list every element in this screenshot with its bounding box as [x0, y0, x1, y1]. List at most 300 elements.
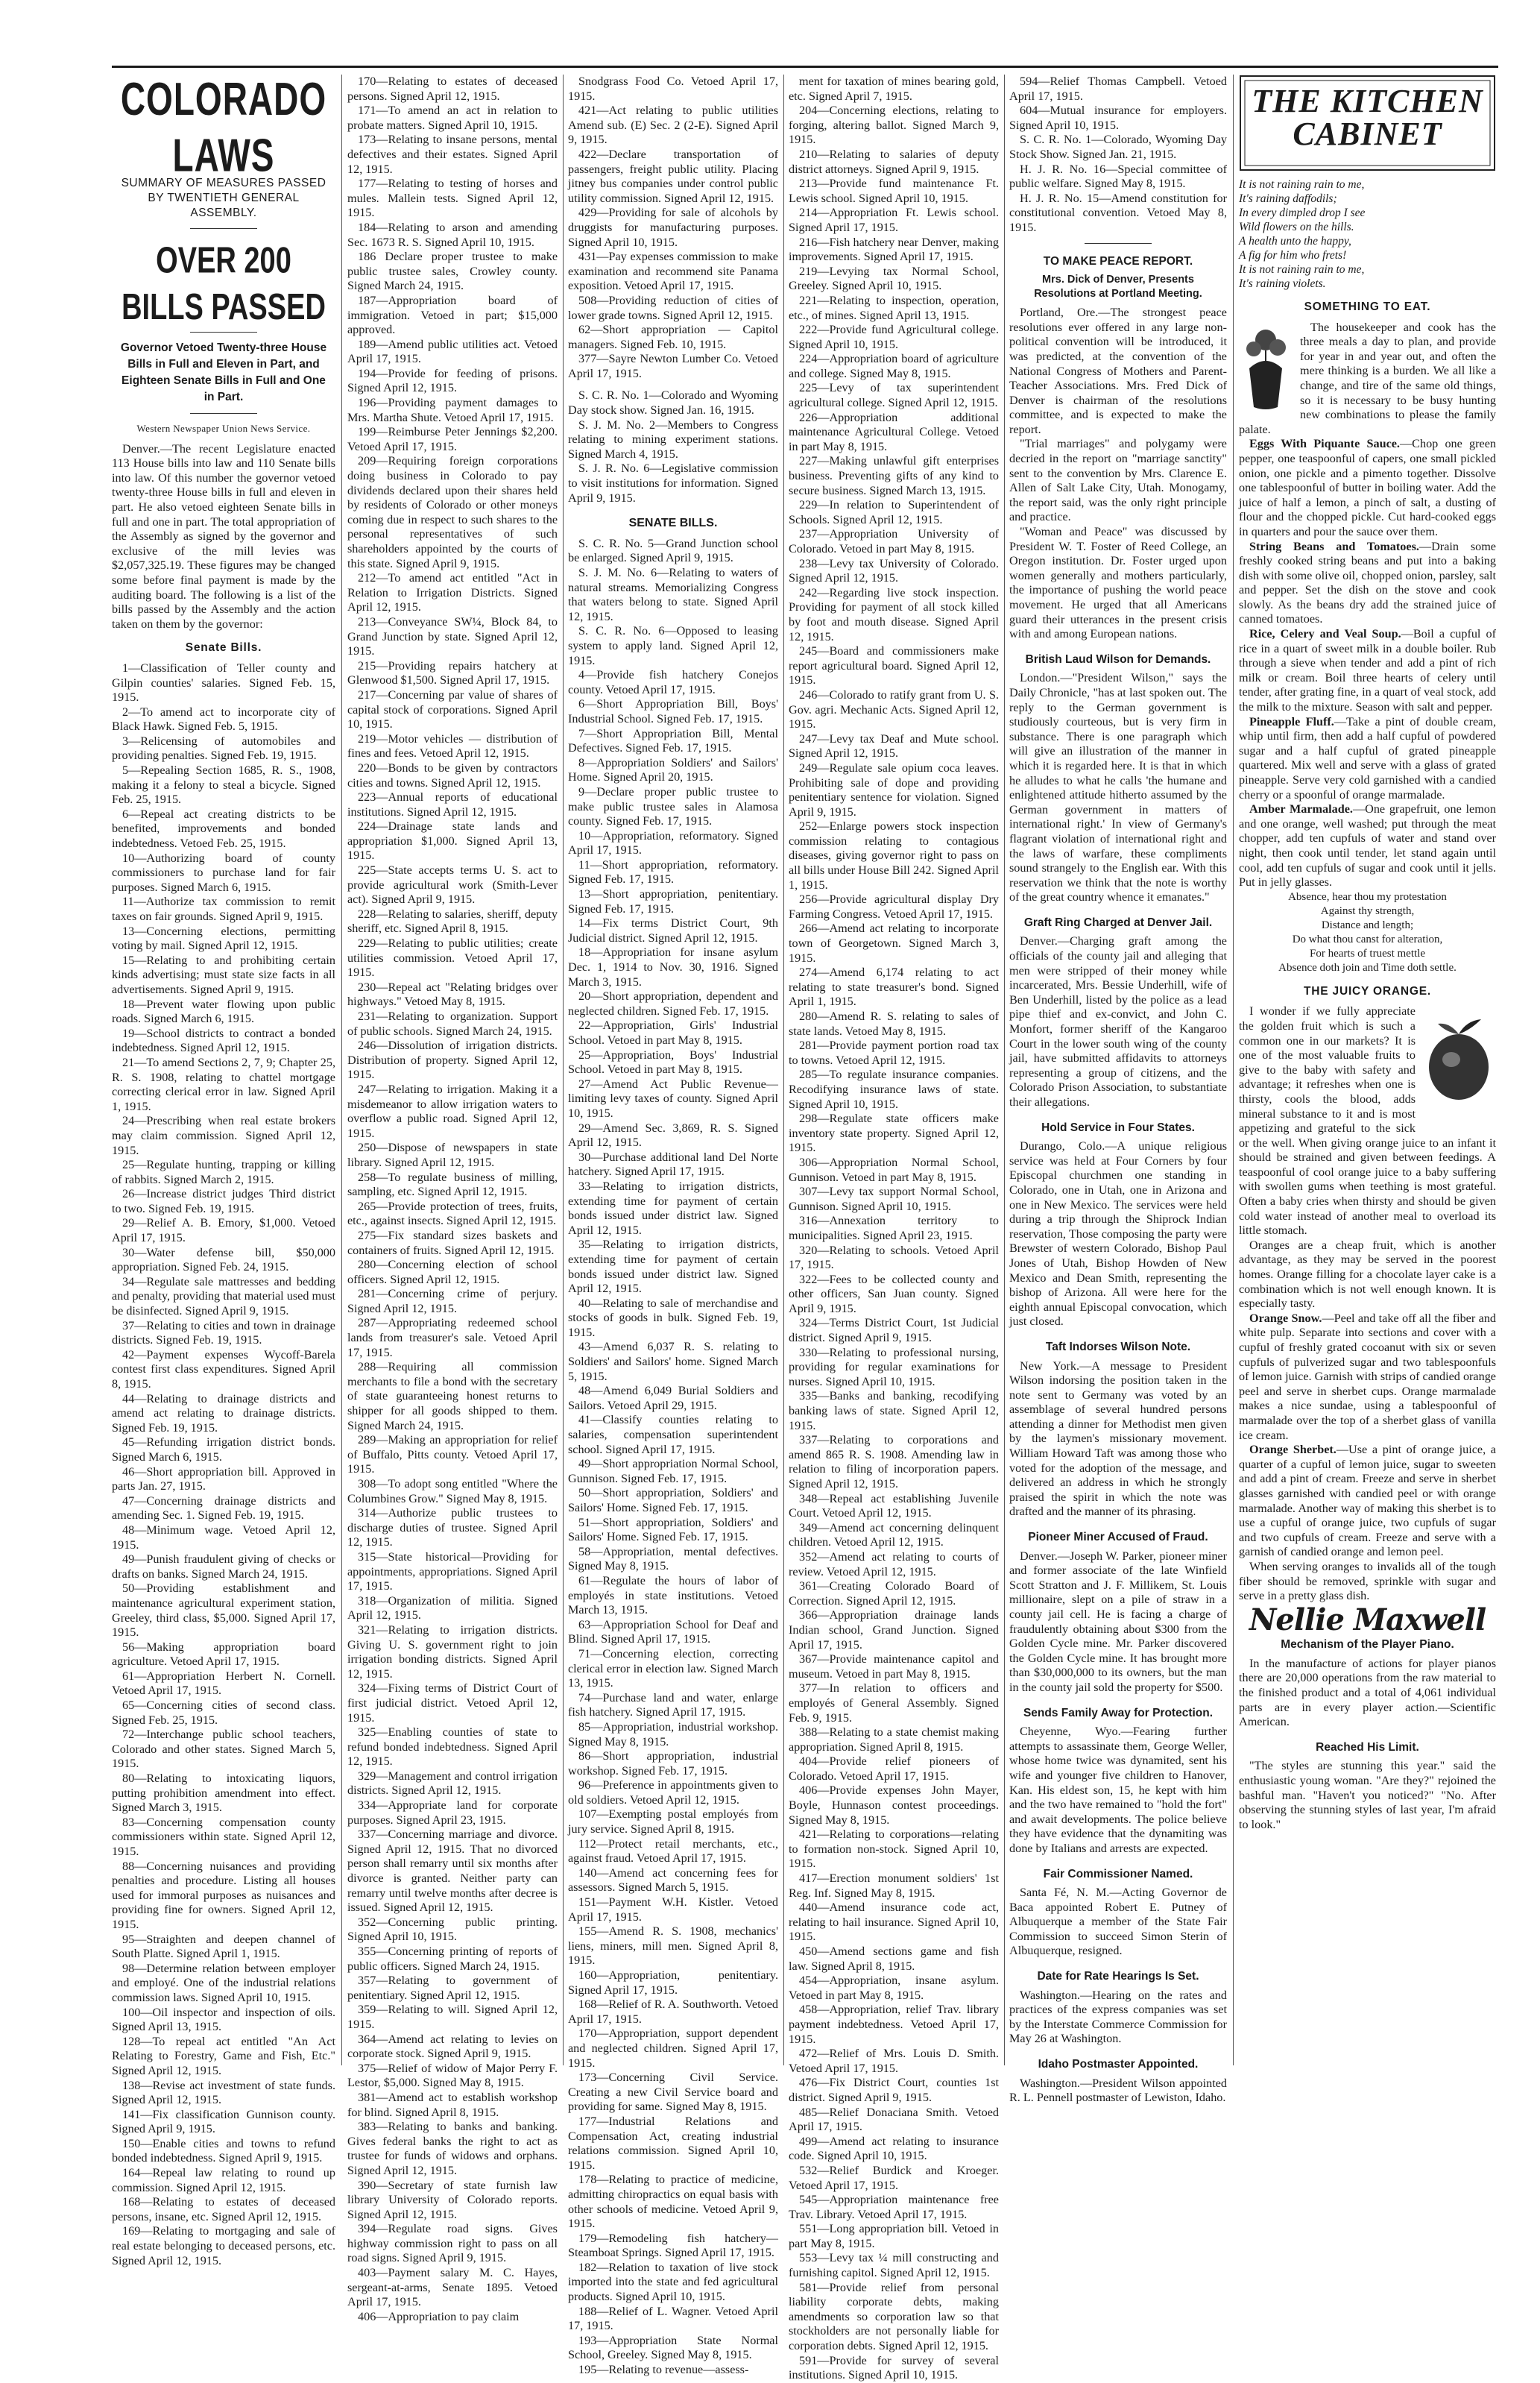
bill-entry: 307—Levy tax support Normal School, Gunnison. Signed April 10, 1915.: [789, 1185, 999, 1213]
bill-entry: S. C. R. No. 5—Grand Junction school be enlarged. Signed April 9, 1915.: [568, 536, 778, 565]
bill-entry: 213—Conveyance SW¼, Block 84, to Grand Junction by state. Signed April 12, 1915.: [347, 614, 558, 658]
recipe-title: Orange Sherbet.: [1249, 1443, 1337, 1457]
poem-line: For hearts of truest mettle: [1310, 947, 1425, 960]
resolution-entry: S. C. R. No. 1—Colorado and Wyoming Day stock show. Signed Jan. 16, 1915.: [568, 388, 778, 418]
poem-line: A health unto the happy,: [1239, 235, 1351, 248]
bill-entry: 247—Levy tax Deaf and Mute school. Signed April 12, 1915.: [789, 731, 999, 761]
bill-entry: 219—Levying tax Normal School, Greeley. Signed April 10, 1915.: [789, 264, 999, 293]
bill-entry: 431—Pay expenses commission to make examination and recommend site Panama exposition. Vetoed April 17, 1915.: [568, 250, 778, 293]
bill-entry: 440—Amend insurance code act, relating to hail insurance. Signed April 10, 1915.: [789, 1901, 999, 1944]
bill-entry: 107—Exempting postal employés from jury service. Signed April 8, 1915.: [568, 1807, 778, 1836]
bill-entry: 228—Relating to salaries, sheriff, deputy sheriff, etc. Signed April 8, 1915.: [347, 907, 558, 936]
headline-bills-passed: OVER 200 BILLS PASSED: [122, 240, 326, 328]
bill-entry: 50—Short appropriation, Soldiers' and Sailors' Home. Signed Feb. 17, 1915.: [568, 1486, 778, 1514]
column-3: [568, 75, 778, 2377]
recipe-title: Amber Marmalade.: [1249, 802, 1353, 816]
resolution-entry: S. C. R. No. 1—Colorado, Wyoming Day Stock Show. Signed Jan. 21, 1915.: [1009, 133, 1227, 161]
section-heading: THE JUICY ORANGE.: [1304, 984, 1431, 998]
bill-entry: 141—Fix classification Gunnison county. Signed April 9, 1915.: [112, 2107, 335, 2136]
story-body: When serving oranges to invalids all of the tough fiber should be removed, sprinkle with sugar and serve in a pretty glass dish.: [1239, 1559, 1496, 1603]
poem-line: Do what thou canst for alteration,: [1292, 933, 1443, 945]
bill-entry: 231—Relating to organization. Support of public schools. Signed March 24, 1915.: [347, 1010, 558, 1038]
bill-entry: 63—Appropriation School for Deaf and Blind. Signed April 17, 1915.: [568, 1617, 778, 1646]
resolution-entry: S. J. M. No. 2—Members to Congress relating to mining experiment stations. Signed March 4, 1915.: [568, 418, 778, 461]
bill-entry: 508—Providing reduction of cities of lower grade towns. Signed April 12, 1915.: [568, 293, 778, 322]
bill-entry: 545—Appropriation maintenance free Trav. Library. Vetoed April 17, 1915.: [789, 2193, 999, 2221]
recipe-title: Eggs With Piquante Sauce.: [1249, 437, 1400, 451]
bill-entry: 245—Board and commissioners make report agricultural board. Signed April 12, 1915.: [789, 644, 999, 687]
kitchen-cabinet-logo: [1239, 75, 1496, 171]
bill-entry: 349—Amend act concerning delinquent children. Vetoed April 12, 1915.: [789, 1520, 999, 1549]
story-body: In the manufacture of actions for player pianos there are 20,000 operations from the raw material to the finished product and a total of 4,061 individual parts are in every player action.—Scientific American.: [1239, 1656, 1496, 1729]
bill-entry: 406—Provide expenses John Mayer, Boyle, Hunnason contest proceedings. Signed May 8, 1915.: [789, 1784, 999, 1827]
column-rule-1: [341, 75, 342, 2065]
news-credit: Western Newspaper Union News Service.: [136, 423, 311, 434]
bill-entry: 65—Concerning cities of second class. Signed Feb. 25, 1915.: [112, 1699, 335, 1727]
bill-entry: 170—Relating to estates of deceased persons. Signed April 12, 1915.: [347, 75, 558, 103]
bill-entry: 168—Relief of R. A. Southworth. Vetoed April 17, 1915.: [568, 1998, 778, 2026]
bill-entry: 49—Punish fraudulent giving of checks or drafts on banks. Signed March 24, 1915.: [112, 1552, 335, 1581]
bill-list: [568, 75, 778, 381]
bill-entry: 375—Relief of widow of Major Perry F. Lestor, $5,000. Signed May 8, 1915.: [347, 2061, 558, 2090]
bill-entry: 214—Appropriation Ft. Lewis school. Signed April 17, 1915.: [789, 206, 999, 234]
bill-entry: 8—Appropriation Soldiers' and Sailors' Home. Signed April 20, 1915.: [568, 755, 778, 784]
bill-entry: 33—Relating to irrigation districts, extending time for payment of certain bonds issued under district law. Signed April 12, 1915.: [568, 1179, 778, 1237]
resolution-entry: S. J. R. No. 6—Legislative commission to visit institutions for information. Signed April 9, 1915.: [568, 462, 778, 505]
poem: [1239, 890, 1496, 975]
bill-entry: 138—Revise act investment of state funds. Signed April 12, 1915.: [112, 2078, 335, 2107]
bill-entry: 476—Fix District Court, counties 1st district. Signed April 9, 1915.: [789, 2076, 999, 2104]
bill-entry: 48—Minimum wage. Vetoed April 12, 1915.: [112, 1523, 335, 1552]
bill-entry: 485—Relief Donaciana Smith. Vetoed April 17, 1915.: [789, 2105, 999, 2134]
poem-line: Absence, hear thou my protestation: [1288, 890, 1447, 903]
bill-entry: 83—Concerning compensation county commissioners within state. Signed April 12, 1915.: [112, 1815, 335, 1858]
bill-entry: 237—Appropriation University of Colorado. Vetoed in part May 8, 1915.: [789, 527, 999, 555]
bill-entry: 357—Relating to government of penitentiary. Signed April 12, 1915.: [347, 1974, 558, 2002]
bill-entry: 316—Annexation territory to municipalities. Signed April 23, 1915.: [789, 1214, 999, 1242]
bill-entry: 242—Regarding live stock inspection. Providing for payment of all stock killed by foot and mouth disease. Signed April 12, 1915.: [789, 585, 999, 643]
bill-entry: 25—Regulate hunting, trapping or killing of rabbits. Signed March 2, 1915.: [112, 1158, 335, 1186]
bill-entry: 285—To regulate insurance companies. Recodifying insurance laws of state. Signed April 10, 1915.: [789, 1068, 999, 1111]
bill-entry: 352—Amend act relating to courts of review. Vetoed April 12, 1915.: [789, 1549, 999, 1578]
bill-entry: 472—Relief of Mrs. Louis D. Smith. Vetoed April 17, 1915.: [789, 2047, 999, 2075]
resolution-entry: 604—Mutual insurance for employers. Signed April 10, 1915.: [1009, 104, 1227, 132]
bill-entry: 10—Appropriation, reformatory. Signed April 17, 1915.: [568, 828, 778, 857]
bill-entry: 335—Banks and banking, recodifying banking laws of state. Signed April 12, 1915.: [789, 1389, 999, 1432]
bill-entry: 390—Secretary of state furnish law library University of Colorado reports. Signed April 12, 1915.: [347, 2178, 558, 2221]
bill-entry: 247—Relating to irrigation. Making it a misdemeanor to allow irrigation waters to overflow a public road. Signed April 12, 1915.: [347, 1082, 558, 1140]
bill-entry: 5—Repealing Section 1685, R. S., 1908, making it a felony to steal a bicycle. Signed Feb. 25, 1915.: [112, 764, 335, 807]
bill-entry: 581—Provide relief from personal liability corporate debts, making amendments so corporation law so that stockholders are not personally liable for corporation debts. Signed April 12, 1915.: [789, 2280, 999, 2353]
story-body: Durango, Colo.—A unique religious service was held at Four Corners by four Episcopal churchmen one standing in Colorado, one in Utah, one in Arizona and one in New Mexico. The services were held during a trip through the Shiprock Indian reservation, Those composing the party were Brewster of western Colorado, Bishop Paul Jones of Utah, Bishop Howden of New Mexico and Dean Smith, representing the bishop of Arizona. All were here for the eighth annual Episcopal convocation, which just closed.: [1009, 1139, 1227, 1329]
bill-entry: 551—Long appropriation bill. Vetoed in part May 8, 1915.: [789, 2222, 999, 2250]
bill-entry: 34—Regulate sale mattresses and bedding and penalty, providing that material used must be disinfected. Signed April 9, 1915.: [112, 1274, 335, 1318]
bill-entry: 27—Amend Act Public Revenue—limiting levy taxes of county. Signed April 10, 1915.: [568, 1077, 778, 1120]
bill-entry: 26—Increase district judges Third district to two. Signed Feb. 19, 1915.: [112, 1187, 335, 1215]
poem-line: It's raining violets.: [1239, 277, 1326, 290]
bill-entry: 169—Relating to mortgaging and sale of real estate belonging to deceased persons, etc. Signed April 12, 1915.: [112, 2224, 335, 2267]
bill-entry: 324—Fixing terms of District Court of first judicial district. Vetoed April 12, 1915.: [347, 1681, 558, 1725]
bill-entry: 100—Oil inspector and inspection of oils. Signed April 13, 1915.: [112, 2005, 335, 2034]
bill-entry: 322—Fees to be collected county and other officers, San Juan county. Signed April 9, 1915.: [789, 1272, 999, 1315]
bill-entry: 6—Short Appropriation Bill, Boys' Industrial School. Signed Feb. 17, 1915.: [568, 697, 778, 725]
bill-entry: 85—Appropriation, industrial workshop. Signed May 8, 1915.: [568, 1719, 778, 1748]
bill-entry: 318—Organization of militia. Signed April 12, 1915.: [347, 1593, 558, 1622]
column-4: [789, 75, 999, 2382]
bill-entry: 30—Purchase additional land Del Norte hatchery. Signed April 17, 1915.: [568, 1150, 778, 1179]
bill-entry: 224—Drainage state lands and appropriation $1,000. Signed April 13, 1915.: [347, 819, 558, 863]
bill-entry: 223—Annual reports of educational institutions. Signed April 12, 1915.: [347, 790, 558, 819]
recipe: [1239, 715, 1496, 803]
bill-entry: 112—Protect retail merchants, etc., against fraud. Vetoed April 17, 1915.: [568, 1836, 778, 1866]
recipe-body: —Take a pint of double cream, whip until firm, then add a half cupful of powdered sugar and a half cupful of grated pineapple quartered. Mix well and serve with a glass of grated pineapple. Serve very cold garnished with a candied cherry or a spoonful of orange marmalade.: [1239, 714, 1496, 802]
column-rule-4: [1004, 75, 1005, 2065]
bill-entry: 48—Amend 6,049 Burial Soldiers and Sailors. Vetoed April 29, 1915.: [568, 1384, 778, 1412]
bill-entry: 140—Amend act concerning fees for assessors. Signed March 5, 1915.: [568, 1866, 778, 1895]
section-heading: SOMETHING TO EAT.: [1304, 300, 1431, 313]
bill-entry: 306—Appropriation Normal School, Gunnison. Vetoed in part May 8, 1915.: [789, 1155, 999, 1184]
recipe-title: Rice, Celery and Veal Soup.: [1249, 627, 1401, 641]
story-heading: Mechanism of the Player Piano.: [1281, 1638, 1454, 1652]
bill-entry: 220—Bonds to be given by contractors cities and towns. Signed April 12, 1915.: [347, 761, 558, 790]
bill-entry: 383—Relating to banks and banking. Gives federal banks the right to act as trustee for funds of widows and orphans. Signed April 12, 1915.: [347, 2120, 558, 2177]
bill-entry: 20—Short appropriation, dependent and neglected children. Signed Feb. 17, 1915.: [568, 989, 778, 1018]
recipe-body: —Drain some freshly cooked string beans and put into a baking dish with some olive oil, chopped onion, parsley, salt and pepper. Set the dish on the stove and cook slowly. As the beans dry add the strained juice of canned tomatoes.: [1239, 539, 1496, 626]
headline-colorado-laws: COLORADO LAWS: [120, 72, 327, 181]
bill-entry: 298—Regulate state officers make inventory state property. Signed April 12, 1915.: [789, 1112, 999, 1155]
section-heading-senate-bills: SENATE BILLS.: [628, 517, 718, 530]
bill-entry: 421—Act relating to public utilities Amend sub. (E) Sec. 2 (2-E). Signed April 9, 1915.: [568, 104, 778, 147]
story-body: London.—"President Wilson," says the Daily Chronicle, "has at last spoken out. The reply to the German government is studiously courteous, but is very firm in substance. There is one paragraph which will give an illustration of the manner in which it is regarded here. It is that in which he alludes to what he calls 'the humane and enlightened attitude hitherto assumed by the German government in matters of international right.' In view of Germany's flagrant violation of international right and the laws of warfare, these compliments sound strangely to the English ear. With this reservation we think that the note is worthy of the great country whence it emanates.": [1009, 671, 1227, 904]
story-body: "The styles are stunning this year." said the enthusiastic young woman. "Are they?" rejoined the bashful man. "Haven't you noticed?" "No. After observing the stunning styles of last year, I'm afraid to look.": [1239, 1759, 1496, 1831]
resolution-entry: H. J. R. No. 15—Amend constitution for constitutional convention. Vetoed May 8, 1915.: [1009, 191, 1227, 234]
section-heading-senate-bills: Senate Bills.: [185, 641, 262, 655]
poem-line: Distance and length;: [1321, 919, 1414, 931]
story-paragraph: "Woman and Peace" was discussed by President W. T. Foster of Reed College, an Oregon institution. Dr. Foster urged upon women generally and mothers particularly, the importance of pushing the world peace movement. He urged that all Americans guard their utterances in the present crisis with and among European nations.: [1009, 525, 1227, 641]
bill-entry: 324—Terms District Court, 1st Judicial district. Signed April 9, 1915.: [789, 1316, 999, 1345]
bill-entry: 394—Regulate road signs. Gives highway commission right to pass on all road signs. Signed April 9, 1915.: [347, 2222, 558, 2265]
article-intro: The housekeeper and cook has the three meals a day to plan, and provide for year in and year out, and often the mere thinking is a burden. We all like a change, and tire of the same old things, so it is necessary to be busy hunting new combinations to please the family palate.: [1239, 320, 1496, 436]
bill-entry: 429—Providing for sale of alcohols by druggists for manufacturing purposes. Signed April 10, 1915.: [568, 206, 778, 249]
bill-entry: 196—Providing payment damages to Mrs. Martha Shute. Vetoed April 17, 1915.: [347, 396, 558, 424]
bill-entry: 337—Concerning marriage and divorce. Signed April 12, 1915. That no divorced person shall remarry until six months after divorce is granted. Neither party can remarry until twelve months after decree is issued. Signed April 12, 1915.: [347, 1828, 558, 1915]
divider: [190, 332, 257, 333]
bill-entry: 35—Relating to irrigation districts, extending time for payment of certain bonds issued under district law. Signed April 12, 1915.: [568, 1238, 778, 1296]
bill-entry: 330—Relating to professional nursing, providing for regular examinations for nurses. Signed April 10, 1915.: [789, 1345, 999, 1388]
bill-entry: 258—To regulate business of milling, sampling, etc. Signed April 12, 1915.: [347, 1170, 558, 1199]
bill-entry: 417—Erection monument soldiers' 1st Reg. Inf. Signed May 8, 1915.: [789, 1872, 999, 1900]
bill-entry: 187—Appropriation board of immigration. Vetoed in part; $15,000 approved.: [347, 293, 558, 337]
bill-entry: 25—Appropriation, Boys' Industrial School. Vetoed in part May 8, 1915.: [568, 1048, 778, 1077]
column-1: [112, 72, 335, 2267]
bill-entry: 217—Concerning par value of shares of capital stock of corporations. Signed April 10, 1915.: [347, 687, 558, 731]
bill-entry: 188—Relief of L. Wagner. Vetoed April 17, 1915.: [568, 2304, 778, 2333]
bill-entry: 19—School districts to contract a bonded indebtedness. Signed April 12, 1915.: [112, 1026, 335, 1055]
bill-entry: 13—Short appropriation, penitentiary. Signed Feb. 17, 1915.: [568, 887, 778, 916]
bill-entry: 24—Prescribing when real estate brokers may claim commission. Signed April 12, 1915.: [112, 1114, 335, 1157]
bill-entry: Snodgrass Food Co. Vetoed April 17, 1915.: [568, 75, 778, 103]
bill-entry: 186 Declare proper trustee to make public trustee sales, Crowley county. Signed March 24, 1915.: [347, 250, 558, 293]
bill-entry: 287—Appropriating redeemed school lands from treasurer's sale. Vetoed April 17, 1915.: [347, 1316, 558, 1359]
recipe: [1239, 437, 1496, 539]
bill-entry: 30—Water defense bill, $50,000 appropriation. Signed Feb. 24, 1915.: [112, 1245, 335, 1274]
poem-line: It is not raining rain to me,: [1239, 178, 1365, 191]
bill-entry: 226—Appropriation additional maintenance Agricultural College. Vetoed in part May 8, 1915.: [789, 410, 999, 453]
story-paragraph: Portland, Ore.—The strongest peace resolutions ever offered in any large non-political convention will be introduced, it was predicted, at the convention of the National Congress of Mothers and Parent-Teacher Associations. Mrs. Fred Dick of Denver is chairman of the resolutions committee, and is expected to make the report.: [1009, 306, 1227, 436]
bill-entry: 320—Relating to schools. Vetoed April 17, 1915.: [789, 1243, 999, 1272]
poem: [1239, 177, 1496, 291]
bill-entry: 29—Relief A. B. Emory, $1,000. Vetoed April 17, 1915.: [112, 1216, 335, 1245]
bill-entry: 225—State accepts terms U. S. act to provide agricultural work (Smith-Lever act). Signed April 9, 1915.: [347, 863, 558, 907]
bill-entry: 177—Industrial Relations and Compensation Act, creating industrial relations commission. Signed April 10, 1915.: [568, 2114, 778, 2172]
story-heading: Hold Service in Four States.: [1041, 1121, 1195, 1134]
recipe-title: Pineapple Fluff.: [1249, 714, 1334, 728]
bill-entry: 15—Relating to and prohibiting certain kinds advertising; must state size facts in all advertisements. Signed April 9, 1915.: [112, 953, 335, 996]
bill-entry: 246—Dissolution of irrigation districts. Distribution of property. Signed April 12, 1915.: [347, 1039, 558, 1082]
bill-entry: 381—Amend act to establish workshop for blind. Signed April 8, 1915.: [347, 2090, 558, 2119]
bill-entry: 6—Repeal act creating districts to be benefited, improvements and bonded indebtedness. Vetoed Feb. 25, 1915.: [112, 807, 335, 851]
bill-entry: 21—To amend Sections 2, 7, 9; Chapter 25, R. S. 1908, relating to chattel mortgage correcting clerical error in law. Signed April 1, 1915.: [112, 1055, 335, 1113]
story-body: [1009, 306, 1227, 642]
bill-entry: 14—Fix terms District Court, 9th Judicial district. Signed April 12, 1915.: [568, 916, 778, 945]
bill-entry: 18—Appropriation for insane asylum Dec. 1, 1914 to Nov. 30, 1916. Signed March 3, 1915.: [568, 945, 778, 989]
bill-entry: 72—Interchange public school teachers, Colorado and other states. Signed March 5, 1915.: [112, 1728, 335, 1771]
bill-entry: 280—Amend R. S. relating to sales of state lands. Vetoed May 8, 1915.: [789, 1010, 999, 1038]
bill-list: [568, 537, 778, 2378]
bill-entry: 280—Concerning election of school officers. Signed April 12, 1915.: [347, 1258, 558, 1286]
story-paragraph: I wonder if we fully appreciate the golden fruit which is such a common one in our markets? It is one of the most valuable fruits to give to the baby with safety and advantage; it refreshes when one is thirsty, cools the blood, adds mineral substance to it and is most appetizing and grateful to the sick or the well. When giving orange juice to an infant it should be strained and given between feedings. A teaspoonful of cool orange juice to a baby suffering with swollen gums when teething is most grateful. Often a baby cries when thirsty and should be given cold water instead of another meal to overload its little stomach.: [1239, 1004, 1496, 1238]
bill-entry: 173—Concerning Civil Service. Creating a new Civil Service board and providing for same. Signed May 8, 1915.: [568, 2071, 778, 2114]
bill-entry: 95—Straighten and deepen channel of South Platte. Signed April 1, 1915.: [112, 1932, 335, 1961]
bill-entry: 230—Repeal act "Relating bridges over highways." Vetoed May 8, 1915.: [347, 980, 558, 1009]
bill-entry: 71—Concerning election, correcting clerical error in election law. Signed March 13, 1915.: [568, 1646, 778, 1690]
bill-entry: 170—Appropriation, support dependent and neglected children. Signed April 17, 1915.: [568, 2027, 778, 2070]
column-6: [1239, 75, 1496, 2073]
bill-entry: 532—Relief Burdick and Kroeger. Vetoed April 17, 1915.: [789, 2163, 999, 2192]
bill-entry: 553—Levy tax ¼ mill constructing and furnishing capitol. Signed April 12, 1915.: [789, 2251, 999, 2280]
bill-entry: 150—Enable cities and towns to refund bonded indebtedness. Signed April 9, 1915.: [112, 2136, 335, 2165]
flower-vase-icon: [1239, 324, 1293, 413]
bill-entry: 168—Relating to estates of deceased persons, insane, etc. Signed April 12, 1915.: [112, 2195, 335, 2223]
bill-entry: 98—Determine relation between employer and employé. One of the industrial relations commission laws. Signed April 10, 1915.: [112, 1961, 335, 2004]
bill-entry: 151—Payment W.H. Kistler. Vetoed April 17, 1915.: [568, 1895, 778, 1924]
bill-entry: 160—Appropriation, penitentiary. Signed April 17, 1915.: [568, 1968, 778, 1997]
recipe-body: —Boil a cupful of rice in a quart of sweet milk in a double boiler. Rub through a sieve when tender and add a pint of rich milk or cream. Boil three hearts of celery until tender, after grating fine, in a quart of veal stock, add the milk to the mixture. Season with salt and pepper.: [1239, 627, 1496, 714]
column-rule-5: [1233, 75, 1234, 2065]
bill-entry: 213—Provide fund maintenance Ft. Lewis school. Signed April 10, 1915.: [789, 177, 999, 205]
recipe-body: —Chop one green pepper, one teaspoonful of capers, one small pickled onion, one pickle and a pimento together. Dissolve one tablespoonful of butter in boiling water. Add the juice of half a lemon, a pinch of salt, a dusting of flour and the chopped pickle. Cut hard-cooked eggs in quarters and pour the sauce over them.: [1239, 437, 1496, 538]
recipe: [1239, 627, 1496, 715]
bill-entry: 252—Enlarge powers stock inspection commission relating to contagious diseases, giving governor right to pass on all bills under House Bill 242. Signed April 1, 1915.: [789, 819, 999, 892]
bill-list: [789, 75, 999, 2383]
story-heading: TO MAKE PEACE REPORT.: [1043, 254, 1193, 268]
story-body: Santa Fé, N. M.—Acting Governor de Baca appointed Robert E. Putney of Albuquerque a member of the State Fair Commission to succeed Simon Sterin of Albuquerque, resigned.: [1009, 1886, 1227, 1958]
bill-entry: 10—Authorizing board of county commissioners to purchase land for fair purposes. Signed March 6, 1915.: [112, 851, 335, 894]
bill-entry: 403—Payment salary M. C. Hayes, sergeant-at-arms, Senate 1895. Vetoed April 17, 1915.: [347, 2266, 558, 2309]
bill-entry: 377—Sayre Newton Lumber Co. Vetoed April 17, 1915.: [568, 352, 778, 380]
recipe-body: —Use a pint of orange juice, a quarter of a cupful of lemon juice, sugar to sweeten and add a pint of cream. Freeze and serve in sherbet glasses garnished with candied peel or with orange marmalade. Another way of making this sherbet is to use a cupful of orange juice, two cupfuls of sugar and two cupfuls of cream. Freeze and serve with a garnish of candied orange and lemon peel.: [1239, 1443, 1496, 1559]
story-heading: Pioneer Miner Accused of Fraud.: [1028, 1531, 1208, 1544]
bill-entry: 74—Purchase land and water, enlarge fish hatchery. Signed April 17, 1915.: [568, 1690, 778, 1719]
bill-entry: 61—Regulate the hours of labor of employés in state institutions. Vetoed March 13, 1915.: [568, 1573, 778, 1617]
bill-entry: 62—Short appropriation — Capitol managers. Signed Feb. 10, 1915.: [568, 323, 778, 351]
bill-entry: 1—Classification of Teller county and Gilpin counties' salaries. Signed Feb. 15, 1915.: [112, 661, 335, 705]
bill-entry: 179—Remodeling fish hatchery—Steamboat Springs. Signed April 17, 1915.: [568, 2231, 778, 2260]
bill-entry: 4—Provide fish hatchery Conejos county. Vetoed April 17, 1915.: [568, 668, 778, 696]
bill-entry: 367—Provide maintenance capitol and museum. Vetoed in part May 8, 1915.: [789, 1652, 999, 1681]
bill-entry: 44—Relating to drainage districts and amend act relating to drainage districts. Signed Feb. 19, 1915.: [112, 1391, 335, 1435]
story-heading: Date for Rate Hearings Is Set.: [1037, 1970, 1199, 1983]
story-paragraph: "Trial marriages" and polygamy were decried in the report on "marriage sanctity" sent to the convention by Mrs. Clarence E. Allen of Salt Lake City, Utah. Monogamy, the report said, was the only right principle and practice.: [1009, 437, 1227, 524]
bill-entry: 216—Fish hatchery near Denver, making improvements. Signed April 17, 1915.: [789, 235, 999, 264]
bill-entry: 194—Provide for feeding of prisons. Signed April 12, 1915.: [347, 366, 558, 395]
bill-entry: 275—Fix standard sizes baskets and containers of fruits. Signed April 12, 1915.: [347, 1228, 558, 1257]
poem-line: A fig for him who frets!: [1239, 249, 1347, 262]
bill-entry: 195—Relating to revenue—assess-: [578, 2363, 749, 2377]
bill-entry: 222—Provide fund Agricultural college. Signed April 10, 1915.: [789, 323, 999, 351]
resolution-entry: 594—Relief Thomas Campbell. Vetoed April 17, 1915.: [1009, 75, 1227, 103]
bill-entry: 3—Relicensing of automobiles and providing penalties. Signed Feb. 19, 1915.: [112, 734, 335, 763]
recipe: [1239, 540, 1496, 628]
bill-entry: 50—Providing establishment and maintenance agricultural experiment station, Greeley, third class, $5,000. Signed April 17, 1915.: [112, 1581, 335, 1640]
story-heading: British Laud Wilson for Demands.: [1025, 652, 1211, 666]
bill-entry: 13—Concerning elections, permitting voting by mail. Signed April 12, 1915.: [112, 924, 335, 953]
resolution-entry: H. J. R. No. 16—Special committee of public welfare. Signed May 8, 1915.: [1009, 162, 1227, 191]
bill-entry: 155—Amend R. S. 1908, mechanics' liens, miners, mill men. Signed April 8, 1915.: [568, 1924, 778, 1968]
bill-entry: 458—Appropriation, relief Trav. library payment indebtedness. Vetoed April 17, 1915.: [789, 2003, 999, 2046]
column-5: [1009, 75, 1227, 2105]
story-subheading: Mrs. Dick of Denver, Presents Resolutions at Portland Meeting.: [1034, 274, 1202, 300]
poem-line: Absence doth join and Time doth settle.: [1278, 961, 1457, 974]
bill-entry: 329—Management and control irrigation districts. Signed April 12, 1915.: [347, 1769, 558, 1798]
bill-entry: 377—In relation to officers and employés of General Assembly. Signed Feb. 9, 1915.: [789, 1681, 999, 1725]
bill-entry: 7—Short Appropriation Bill, Mental Defectives. Signed Feb. 17, 1915.: [568, 726, 778, 755]
bill-entry: 265—Provide protection of trees, fruits, etc., against insects. Signed April 12, 1915.: [347, 1199, 558, 1228]
bill-entry: 178—Relating to practice of medicine, admitting chiropractics on equal basis with other schools of medicine. Vetoed April 9, 1915.: [568, 2173, 778, 2231]
resolution-list: [1009, 75, 1227, 236]
poem-line: Against thy strength,: [1320, 904, 1415, 917]
bill-entry: 189—Amend public utilities act. Vetoed April 17, 1915.: [347, 337, 558, 366]
bill-entry: 212—To amend act entitled "Act in Relation to Irrigation Districts. Signed April 12, 1915.: [347, 571, 558, 614]
bill-entry: 80—Relating to intoxicating liquors, putting prohibition amendment into effect. Signed March 3, 1915.: [112, 1772, 335, 1815]
story-body: Denver.—Charging graft among the officials of the county jail and alleging that men were stripped of their money while incarcerated, Mrs. Bessie Underhill, wife of Ben Underhill, listed by the police as a lead pipe thief and ex-convict, and John C. Monfort, former sheriff of the Kangaroo Court in the lower south wing of the county jail, have submitted affidavits to attorneys representing a group of citizens, and the Colorado Prison Association, to substantiate their allegations.: [1009, 934, 1227, 1109]
column-rule-3: [783, 75, 784, 2065]
bill-entry: 41—Classify counties relating to salaries, compensation superintendent school. Signed April 17, 1915.: [568, 1413, 778, 1456]
story-body: New York.—A message to President Wilson indorsing the position taken in the note sent to Germany was voted by an assemblage of several hundred persons attending a dinner for Methodist men given by the laymen's missionary movement. William Howard Taft was among those who voted for the adoption of the message, and delivered an address in which he strongly praised the spirit in which the note was drafted and the manner of its phrasing.: [1009, 1359, 1227, 1519]
article-intro: Denver.—The recent Legislature enacted 113 House bills into law and 110 Senate bills into law. Of this number the governor vetoed twenty-three House bills in full and eleven in part. He also vetoed eighteen Senate bills in full and one in part. The total appropriation of the Assembly as signed by the governor and exclusive of the mill levies was $2,057,325.19. These figures may be changed some before final payment is made by the auditing board. The following is a list of the bills passed by the Assembly and the action taken on them by the governor:: [112, 441, 335, 631]
bill-entry: 229—Relating to public utilities; create utilities commission. Vetoed April 17, 1915.: [347, 936, 558, 980]
bill-entry: 314—Authorize public trustees to discharge duties of trustee. Signed April 12, 1915.: [347, 1506, 558, 1549]
bill-entry: 359—Relating to will. Signed April 12, 1915.: [347, 2003, 558, 2031]
bill-entry: 96—Preference in appointments given to old soldiers. Vetoed April 12, 1915.: [568, 1778, 778, 1807]
bill-entry: 51—Short appropriation, Soldiers' and Sailors' Home. Signed Feb. 17, 1915.: [568, 1515, 778, 1544]
bill-entry: 225—Levy of tax superintendent agricultural college. Signed April 12, 1915.: [789, 381, 999, 410]
bill-entry: 238—Levy tax University of Colorado. Signed April 12, 1915.: [789, 556, 999, 585]
bill-entry: 61—Appropriation Herbert N. Cornell. Vetoed April 17, 1915.: [112, 1669, 335, 1698]
bill-entry: 266—Amend act relating to incorporate town of Georgetown. Signed March 3, 1915.: [789, 922, 999, 965]
bill-entry: 177—Relating to testing of horses and mules. Mallein tests. Signed April 12, 1915.: [347, 177, 558, 220]
bill-entry: 321—Relating to irrigation districts. Giving U. S. government right to join irrigation bonding districts. Signed April 12, 1915.: [347, 1622, 558, 1681]
bill-entry: 289—Making an appropriation for relief of Buffalo, Pitts county. Vetoed April 17, 1915.: [347, 1433, 558, 1476]
divider: [190, 228, 257, 229]
bill-entry: 9—Declare proper public trustee to make public trustee sales in Alamosa county. Signed Feb. 17, 1915.: [568, 784, 778, 828]
bill-entry: 334—Appropriate land for corporate purposes. Signed April 23, 1915.: [347, 1798, 558, 1827]
bill-entry: 29—Amend Sec. 3,869, R. S. Signed April 12, 1915.: [568, 1121, 778, 1150]
bill-entry: 18—Prevent water flowing upon public roads. Signed March 6, 1915.: [112, 997, 335, 1026]
story-paragraph: Oranges are a cheap fruit, which is another advantage, as they may be served in the poorest homes. Orange filling for a chocolate layer cake is a combination which is not well enough known. It is especially tasty.: [1239, 1238, 1496, 1311]
recipe-body: —Peel and take off all the fiber and white pulp. Separate into sections and cover with a cupful of freshly grated cocoanut with six or seven cupfuls of pulverized sugar and two tablespoonfuls of lemon juice. Garnish with strips of candied orange peel and serve in sherbet cups. Orange marmalade makes a nice sundae, using a tablespoonful of marmalade over the top of a sherbet glass of vanilla ice cream.: [1239, 1311, 1497, 1442]
bill-entry: 37—Relating to cities and town in drainage districts. Signed Feb. 19, 1915.: [112, 1318, 335, 1347]
bill-entry: 308—To adopt song entitled "Where the Columbines Grow." Signed May 8, 1915.: [347, 1477, 558, 1505]
story-heading: Idaho Postmaster Appointed.: [1038, 2058, 1199, 2071]
bill-entry: 22—Appropriation, Girls' Industrial School. Vetoed in part May 8, 1915.: [568, 1019, 778, 1047]
bill-entry: 450—Amend sections game and fish law. Signed April 8, 1915.: [789, 1945, 999, 1973]
bill-entry: 224—Appropriation board of agriculture and college. Signed May 8, 1915.: [789, 352, 999, 380]
story-body: Denver.—Joseph W. Parker, pioneer miner and former associate of the late Winfield Scott Stratton and J. F. Millikem, St. Louis millionaire, slept on a pile of straw in a county jail cell. He is facing a charge of fraudulently obtaining about $300 from the Golden Cycle mine. Mr. Parker discovered the Golden Cycle mine. It has brought more than $30,000,000 to its owners, but the man in the county jail sold the property for $500.: [1009, 1549, 1227, 1694]
bill-entry: 128—To repeal act entitled "An Act Relating to Forestry, Game and Fish, Etc." Signed April 12, 1915.: [112, 2034, 335, 2077]
poem-line: In every dimpled drop I see: [1239, 207, 1366, 219]
story-body: Washington.—President Wilson appointed R. L. Pennell postmaster of Lewiston, Idaho.: [1009, 2076, 1227, 2105]
bill-entry: 246—Colorado to ratify grant from U. S. Gov. agri. Mechanic Acts. Signed April 12, 1915.: [789, 687, 999, 731]
bill-entry: 86—Short appropriation, industrial workshop. Signed Feb. 17, 1915.: [568, 1749, 778, 1778]
bill-entry: 46—Short appropriation bill. Approved in parts Jan. 27, 1915.: [112, 1464, 335, 1493]
bill-entry: 40—Relating to sale of merchandise and stocks of goods in bulk. Signed Feb. 19, 1915.: [568, 1296, 778, 1339]
bill-entry: 88—Concerning nuisances and providing penalties and procedure. Listing all houses used for immoral purposes as nuisances and providing fine for owners. Signed April 12, 1915.: [112, 1859, 335, 1931]
poem-line: It is not raining rain to me,: [1239, 263, 1365, 276]
bill-entry: 219—Motor vehicles — distribution of fines and fees. Vetoed April 12, 1915.: [347, 731, 558, 761]
bill-entry: 56—Making appropriation board agriculture. Vetoed April 17, 1915.: [112, 1640, 335, 1669]
bill-entry: 2—To amend act to incorporate city of Black Hawk. Signed Feb. 5, 1915.: [112, 705, 335, 734]
bill-entry: 325—Enabling counties of state to refund bonded indebtedness. Signed April 12, 1915.: [347, 1725, 558, 1769]
bill-entry: 11—Short appropriation, reformatory. Signed Feb. 17, 1915.: [568, 857, 778, 887]
bill-entry: 229—In relation to Superintendent of Schools. Signed April 12, 1915.: [789, 498, 999, 526]
bill-entry: 256—Provide agricultural display Dry Farming Congress. Vetoed April 17, 1915.: [789, 893, 999, 921]
bill-entry: ment for taxation of mines bearing gold, etc. Signed April 7, 1915.: [789, 75, 999, 103]
divider: [190, 413, 257, 414]
bill-entry: 204—Concerning elections, relating to forging, altering ballot. Signed March 9, 1915.: [789, 104, 999, 147]
story-heading: Taft Indorses Wilson Note.: [1045, 1340, 1191, 1353]
page-top-rule: [112, 66, 1498, 68]
poem-line: Wild flowers on the hills.: [1239, 221, 1354, 233]
bill-entry: 421—Relating to corporations—relating to formation non-stock. Signed April 10, 1915.: [789, 1828, 999, 1871]
bill-entry: 42—Payment expenses Wycoff-Barela contest first class expenditures. Signed April 8, 1915.: [112, 1347, 335, 1391]
recipe: [1239, 1443, 1496, 1560]
bill-entry: 193—Appropriation State Normal School, Greeley. Signed May 8, 1915.: [568, 2333, 778, 2362]
column-2: [347, 75, 558, 2323]
bill-entry: S. J. M. No. 6—Relating to waters of natural streams. Memorializing Congress that waters belong to state. Signed April 12, 1915.: [568, 566, 778, 623]
resolution-list: [568, 388, 778, 506]
story-heading: Fair Commissioner Named.: [1043, 1867, 1193, 1880]
bill-entry: 221—Relating to inspection, operation, etc., of mines. Signed April 13, 1915.: [789, 293, 999, 322]
recipe-title: Orange Snow.: [1249, 1311, 1322, 1325]
bill-entry: 43—Amend 6,037 R. S. relating to Soldiers' and Sailors' home. Signed March 5, 1915.: [568, 1340, 778, 1383]
recipe: [1239, 802, 1496, 890]
bill-entry: 454—Appropriation, insane asylum. Vetoed in part May 8, 1915.: [789, 1974, 999, 2002]
story-body: Cheyenne, Wyo.—Fearing further attempts to assassinate them, George Weller, whose home twice was dynamited, sent his wife and younger five children to Hanover, Kan. His eldest son, 15, he kept with him and the two have remained to "hold the fort" and await developments. The police believe they have evidence that the dynamiting was done by Italians and arrests are expected.: [1009, 1725, 1227, 1855]
bill-entry: 388—Relating to a state chemist making appropriation. Signed April 8, 1915.: [789, 1725, 999, 1754]
bill-entry: 361—Creating Colorado Board of Correction. Signed April 12, 1915.: [789, 1579, 999, 1608]
bill-entry: 281—Provide payment portion road tax to towns. Vetoed April 12, 1915.: [789, 1039, 999, 1067]
story-body: Washington.—Hearing on the rates and practices of the express companies was set by the Interstate Commerce Commission for May 26 at Washington.: [1009, 1988, 1227, 2046]
bill-entry: 184—Relating to arson and amending Sec. 1673 R. S. Signed April 10, 1915.: [347, 220, 558, 249]
bill-entry: 355—Concerning printing of reports of public officers. Signed March 24, 1915.: [347, 1945, 558, 1973]
bill-list: [347, 75, 558, 2324]
bill-entry: 215—Providing repairs hatchery at Glenwood $1,500. Signed April 17, 1915.: [347, 658, 558, 687]
bill-entry: 250—Dispose of newspapers in state library. Signed April 12, 1915.: [347, 1141, 558, 1169]
story-heading: Sends Family Away for Protection.: [1023, 1706, 1214, 1719]
divider: [1085, 243, 1152, 244]
bill-entry: 364—Amend act relating to levies on corporate stock. Signed April 9, 1915.: [347, 2032, 558, 2061]
